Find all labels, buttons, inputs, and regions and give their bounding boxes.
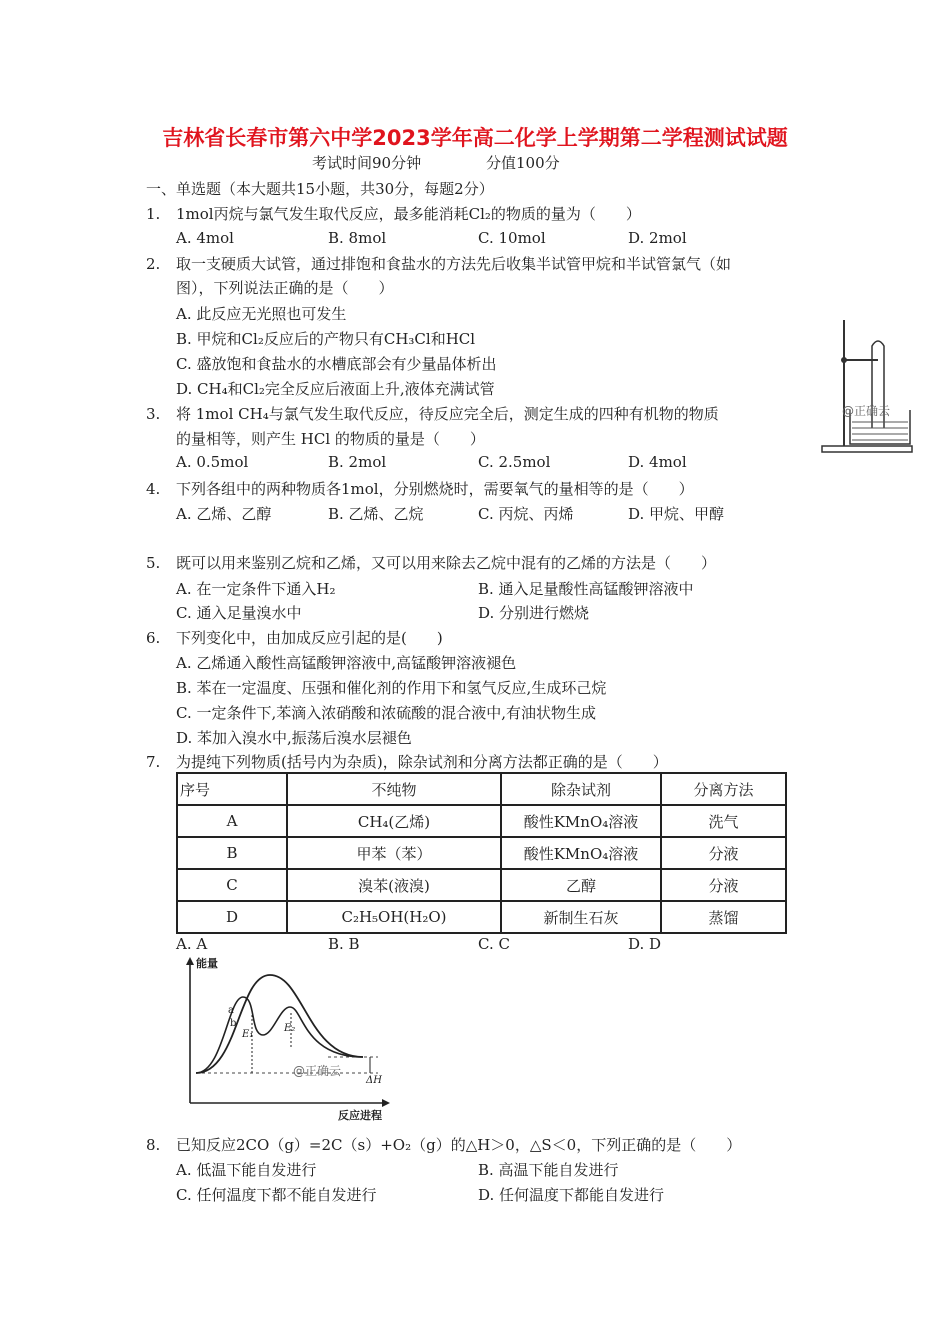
table-header-row [177,773,786,805]
option-b[interactable]: B. 甲烷和Cl₂反应后的产物只有CH₃Cl和HCl [176,330,476,348]
question-number: 1. [146,205,161,223]
table-cell: 乙醇 [501,869,661,901]
option-b[interactable]: B. 8mol [328,229,387,247]
question-stem: 已知反应2CO（g）=2C（s）+O₂（g）的△H＞0，△S＜0，下列正确的是（ ） [176,1136,742,1154]
dh-label: ΔH [366,1075,382,1086]
option-a[interactable]: A. 0.5mol [176,453,249,471]
question-number: 7. [146,753,161,771]
question-number: 5. [146,554,161,572]
option-a[interactable]: A. 乙烯通入酸性高锰酸钾溶液中,高锰酸钾溶液褪色 [176,654,517,672]
table-header: 序号 [177,773,287,805]
clamp-knob [841,357,847,363]
option-b[interactable]: B. 2mol [328,453,387,471]
option-b[interactable]: B. 高温下能自发进行 [478,1161,619,1179]
question-stem: 既可以用来鉴别乙烷和乙烯，又可以用来除去乙烷中混有的乙烯的方法是（ ） [176,554,717,572]
table-cell: 分液 [661,837,786,869]
table-row [177,901,786,933]
table-header: 分离方法 [661,773,786,805]
table-header: 不纯物 [287,773,501,805]
exam-time: 考试时间90分钟 [312,154,422,172]
question-stem: 下列各组中的两种物质各1mol，分别燃烧时，需要氧气的量相等的是（ ） [176,480,694,498]
x-axis-arrow [382,1099,390,1107]
table-cell: B [177,837,287,869]
option-d[interactable]: D. D [628,935,662,953]
score: 分值100分 [486,154,560,172]
table-cell: 酸性KMnO₄溶液 [501,805,661,837]
y-axis-label: 能量 [196,957,218,970]
option-b[interactable]: B. 通入足量酸性高锰酸钾溶液中 [478,580,694,598]
y-axis-arrow [186,957,194,965]
table-cell: 分液 [661,869,786,901]
option-c[interactable]: C. 任何温度下都不能自发进行 [176,1186,377,1204]
curve-a [196,975,363,1073]
table-cell: 蒸馏 [661,901,786,933]
table-cell: D [177,901,287,933]
option-a[interactable]: A. 4mol [176,229,234,247]
question-number: 8. [146,1136,161,1154]
option-b[interactable]: B. 苯在一定温度、压强和催化剂的作用下和氢气反应,生成环己烷 [176,679,607,697]
curve-label-b: b [230,1018,237,1029]
option-a[interactable]: A. A [176,935,208,953]
question-number: 6. [146,629,161,647]
option-a[interactable]: A. 在一定条件下通入H₂ [176,580,336,598]
question-stem: 下列变化中，由加成反应引起的是( ) [176,629,443,647]
option-d[interactable]: D. 2mol [628,229,687,247]
table-cell: 甲苯（苯） [287,837,501,869]
option-c[interactable]: C. 通入足量溴水中 [176,604,302,622]
option-d[interactable]: D. 苯加入溴水中,振荡后溴水层褪色 [176,729,412,747]
table-cell: A [177,805,287,837]
table-cell: 酸性KMnO₄溶液 [501,837,661,869]
option-a[interactable]: A. 乙烯、乙醇 [176,505,272,523]
question-number: 2. [146,255,161,273]
option-c[interactable]: C. 10mol [478,229,546,247]
table-cell: 洗气 [661,805,786,837]
e1-label: E₁ [242,1029,254,1040]
table-cell: 新制生石灰 [501,901,661,933]
question-number: 3. [146,405,161,423]
x-axis-label: 反应进程 [338,1109,382,1122]
energy-diagram-svg [178,955,398,1125]
table-header: 除杂试剂 [501,773,661,805]
option-d[interactable]: D. 分别进行燃烧 [478,604,590,622]
question-stem-cont: 的量相等，则产生 HCl 的物质的量是（ ） [176,430,485,448]
curve-label-a: a [228,1005,234,1016]
option-c[interactable]: C. 2.5mol [478,453,551,471]
question-number: 4. [146,480,161,498]
option-d[interactable]: D. 甲烷、甲醇 [628,505,725,523]
watermark: @正确云 [293,1064,342,1078]
table-row [177,805,786,837]
option-a[interactable]: A. 低温下能自发进行 [176,1161,317,1179]
purification-table [176,772,787,934]
option-a[interactable]: A. 此反应无光照也可发生 [176,305,347,323]
table-cell: CH₄(乙烯) [287,805,501,837]
option-d[interactable]: D. CH₄和Cl₂完全反应后液面上升,液体充满试管 [176,380,495,398]
option-c[interactable]: C. C [478,935,510,953]
table-row [177,837,786,869]
option-c[interactable]: C. 盛放饱和食盐水的水槽底部会有少量晶体析出 [176,355,497,373]
option-b[interactable]: B. B [328,935,360,953]
e2-label: E₂ [284,1023,296,1034]
option-d[interactable]: D. 任何温度下都能自发进行 [478,1186,665,1204]
watermark: @正确云 [842,404,891,418]
stand-base [822,446,912,452]
table-cell: C [177,869,287,901]
page-title: 吉林省长春市第六中学2023学年高二化学上学期第二学程测试试题 [162,126,788,150]
water-lines [852,422,908,440]
option-d[interactable]: D. 4mol [628,453,687,471]
option-b[interactable]: B. 乙烯、乙烷 [328,505,424,523]
question-stem: 为提纯下列物质(括号内为杂质)，除杂试剂和分离方法都正确的是（ ） [176,753,668,771]
option-c[interactable]: C. 一定条件下,苯滴入浓硝酸和浓硫酸的混合液中,有油状物生成 [176,704,597,722]
table-cell: 溴苯(液溴) [287,869,501,901]
question-stem: 取一支硬质大试管，通过排饱和食盐水的方法先后收集半试管甲烷和半试管氯气（如 [176,255,732,273]
table-cell: C₂H₅OH(H₂O) [287,901,501,933]
table-row [177,869,786,901]
question-stem-cont: 图），下列说法正确的是（ ） [176,279,394,297]
section-heading: 一、单选题（本大题共15小题，共30分，每题2分） [146,180,494,198]
question-stem: 1mol丙烷与氯气发生取代反应，最多能消耗Cl₂的物质的量为（ ） [176,205,641,223]
option-c[interactable]: C. 丙烷、丙烯 [478,505,574,523]
energy-diagram [178,955,398,1125]
question-stem: 将 1mol CH₄与氯气发生取代反应，待反应完全后，测定生成的四种有机物的物质 [176,405,719,423]
apparatus-figure [820,318,915,456]
